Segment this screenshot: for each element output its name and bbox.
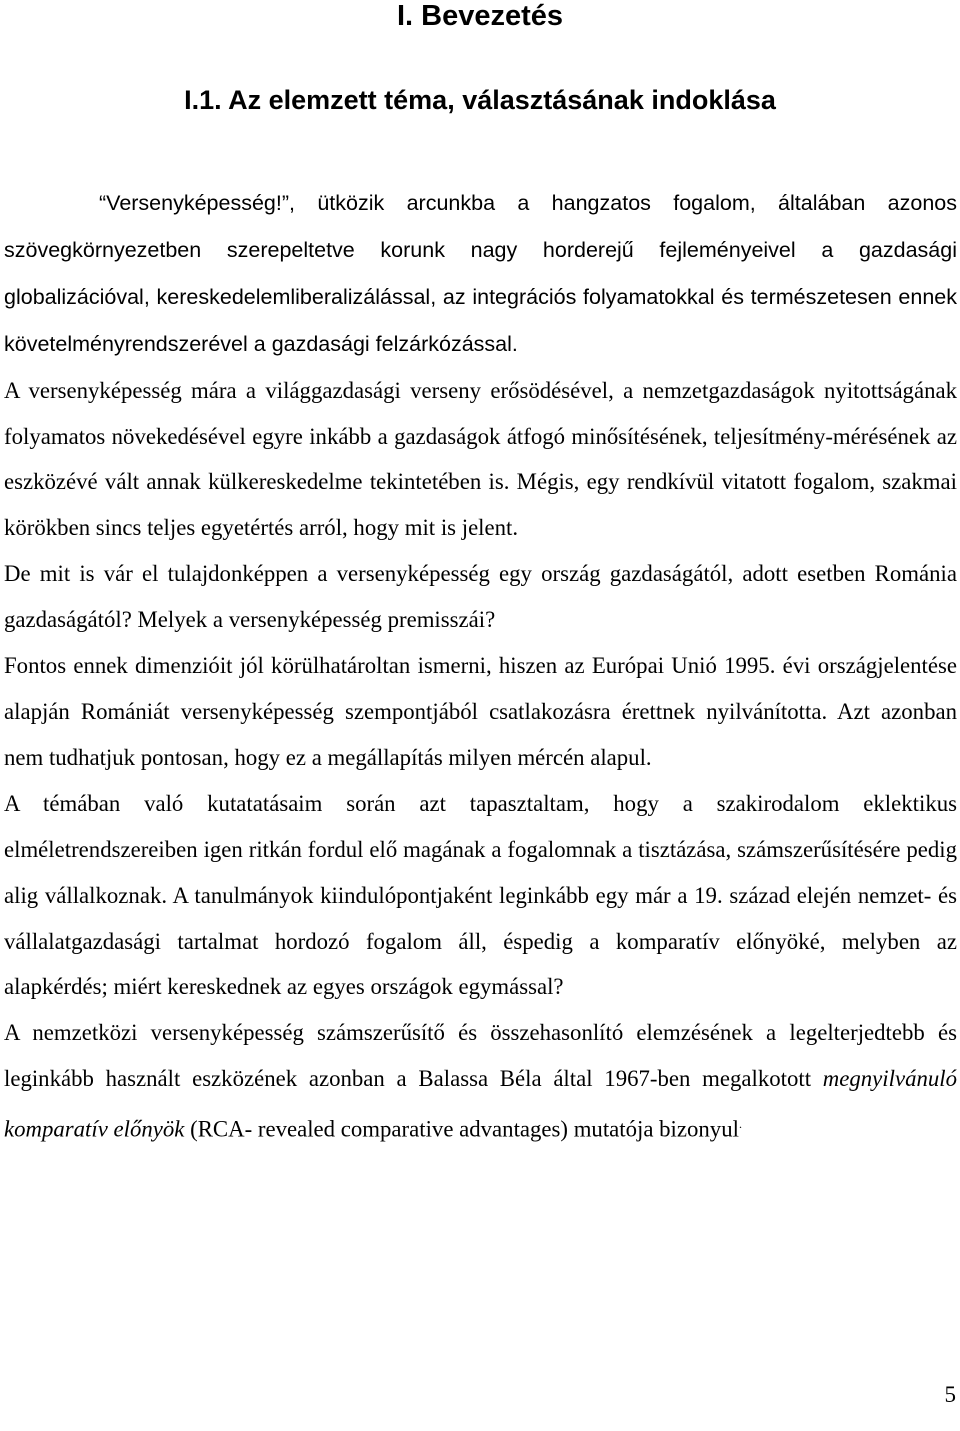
chapter-title: I. Bevezetés [396, 0, 564, 32]
paragraph-rca-index [4, 1010, 957, 1152]
paragraph-questions: De mit is vár el tulajdonképpen a versenyképesség egy ország gazdaságától, adott esetben Románia gazdaságától? Melyek a versenyképesség premisszái? [4, 561, 957, 633]
paragraph-intro-text: “Versenyképesség!”, ütközik arcunkba a hangzatos fogalom, általában azonos szövegkörnyezetben szerepeltetve korunk nagy horderejű fejleményeivel a gazdasági globalizációval, kereskedelemliberalizálással, az integrációs folyamatokkal és természetesen ennek követelményrendszerével a gazdasági felzárkózással. [4, 191, 957, 356]
rca-text-before: A nemzetközi versenyképesség számszerűsítő és összehasonlító elemzésének a legelterjedtebb és leginkább használt eszközének azonban a Balassa Béla által 1967-ben megalkotott [4, 1020, 957, 1092]
paragraph-research-experience: A témában való kutatatásaim során azt tapasztaltam, hogy a szakirodalom eklektikus elméletrendszereiben igen ritkán fordul elő magának a fogalomnak a tisztázása, számszerűsítésére pedig alig vállalkoznak. A tanulmányok kiindulópontjaként leginkább egy már a 19. század elején nemzet- és vállalatgazdasági tartalmat hordozó fogalom áll, éspedig a komparatív előnyöké, melyben az alapkérdés; miért kereskednek az egyes országok egymással? [4, 790, 957, 1000]
paragraph-competitiveness-definition: A versenyképesség mára a világgazdasági verseny erősödésével, a nemzetgazdaságok nyitottságának folyamatos növekedésével egyre inkább a gazdaságok átfogó minősítésének, teljesítmény-mérésének az eszközévé vált annak külkereskedelme tekintetében is. Mégis, egy rendkívül vitatott fogalom, szakmai körökben sincs teljes egyetértés arról, hogy mit is jelent. [4, 377, 957, 541]
paragraph-eu-report: Fontos ennek dimenzióit jól körülhatároltan ismerni, hiszen az Európai Unió 1995. évi országjelentése alapján Romániát versenyképesség szempontjából csatlakozásra érettnek nyilvánította. Azt azonban nem tudhatjuk pontosan, hogy ez a megállapítás milyen mércén alapul. [4, 653, 957, 770]
page-number: 5 [944, 1382, 956, 1407]
rca-text-after: (RCA- revealed comparative advantages) mutatója bizonyul [184, 1116, 739, 1142]
rca-trailing-mark: . [738, 1117, 742, 1132]
section-title: I.1. Az elemzett téma, választásának indoklása [184, 85, 776, 115]
paragraph-intro [4, 180, 957, 368]
body-text [4, 180, 957, 1153]
rca-italic-term: megnyilvánuló komparatív előnyök [4, 1066, 957, 1142]
